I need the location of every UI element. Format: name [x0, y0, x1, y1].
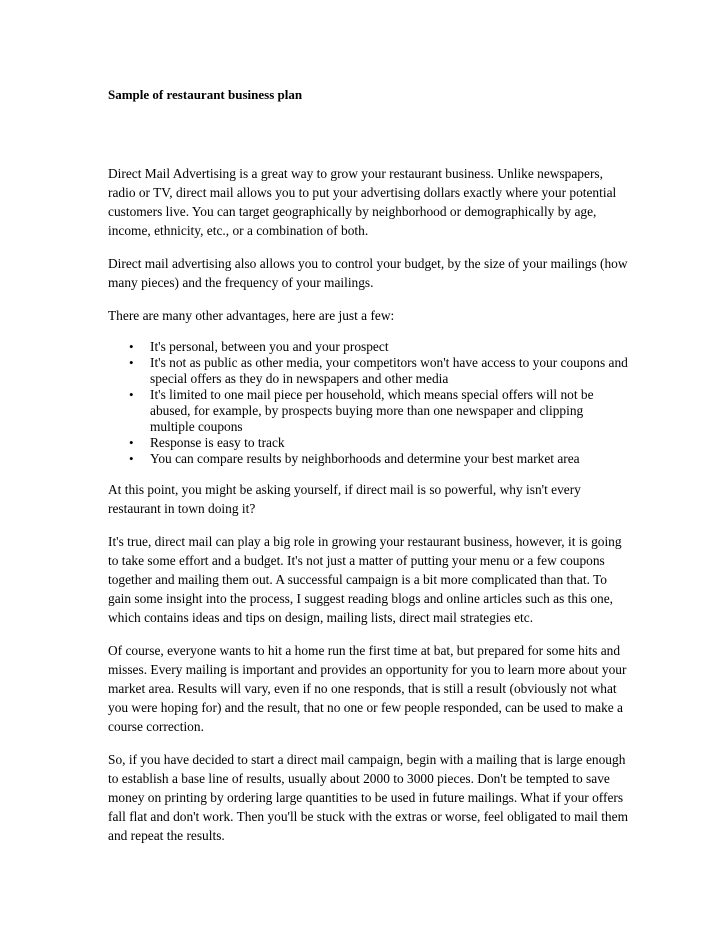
bullet-icon: • — [129, 387, 134, 402]
list-item-text: Response is easy to track — [150, 435, 285, 450]
paragraph-effort: It's true, direct mail can play a big role in growing your restaurant business, however, it is going to take some effort and a budget. It's not just a matter of putting your menu or a few coupons together and mailing them out. A successful campaign is a bit more complicated than that. To gain some insight into the process, I suggest reading blogs and online articles such as this one, which contains ideas and tips on design, mailing lists, direct mail strategies etc. — [108, 534, 622, 625]
list-item — [129, 451, 628, 467]
list-item — [129, 387, 628, 435]
list-item-text: It's personal, between you and your prospect — [150, 339, 389, 354]
document-body — [108, 164, 628, 859]
advantages-list — [108, 339, 628, 467]
bullet-icon: • — [129, 339, 134, 354]
list-item — [129, 435, 628, 451]
paragraph-intro-2: Direct mail advertising also allows you to control your budget, by the size of your mailings (how many pieces) and the frequency of your mailings. — [108, 256, 628, 290]
document-title: Sample of restaurant business plan — [108, 87, 303, 102]
paragraph-expectations: Of course, everyone wants to hit a home run the first time at bat, but prepared for some hits and misses. Every mailing is important and provides an opportunity for you to learn more about your market area. Results will vary, even if no one responds, that is still a result (obviously not what you were hoping for) and the result, that no one or few people responded, can be used to make a course correction. — [108, 643, 627, 734]
list-item-text: You can compare results by neighborhoods and determine your best market area — [150, 451, 580, 466]
list-item-text: It's not as public as other media, your competitors won't have access to your coupons and special offers as they do in newspapers and other media — [150, 355, 628, 386]
list-item — [129, 355, 628, 387]
bullet-icon: • — [129, 451, 134, 466]
list-item — [129, 339, 628, 355]
bullet-icon: • — [129, 355, 134, 370]
paragraph-question: At this point, you might be asking yourself, if direct mail is so powerful, why isn't every restaurant in town doing it? — [108, 482, 581, 516]
paragraph-campaign-start: So, if you have decided to start a direct mail campaign, begin with a mailing that is large enough to establish a base line of results, usually about 2000 to 3000 pieces. Don't be tempted to save money on printing by ordering large quantities to be used in future mailings. What if your offers fall flat and don't work. Then you'll be stuck with the extras or worse, feel obligated to mail them and repeat the results. — [108, 752, 628, 843]
bullet-icon: • — [129, 435, 134, 450]
paragraph-advantages-lead: There are many other advantages, here are just a few: — [108, 308, 395, 323]
paragraph-intro-1: Direct Mail Advertising is a great way to grow your restaurant business. Unlike newspapers, radio or TV, direct mail allows you to put your advertising dollars exactly where your potential customers live. You can target geographically by neighborhood or demographically by age, income, ethnicity, etc., or a combination of both. — [108, 166, 617, 238]
list-item-text: It's limited to one mail piece per household, which means special offers will not be abused, for example, by prospects buying more than one newspaper and clipping multiple coupons — [150, 387, 594, 434]
